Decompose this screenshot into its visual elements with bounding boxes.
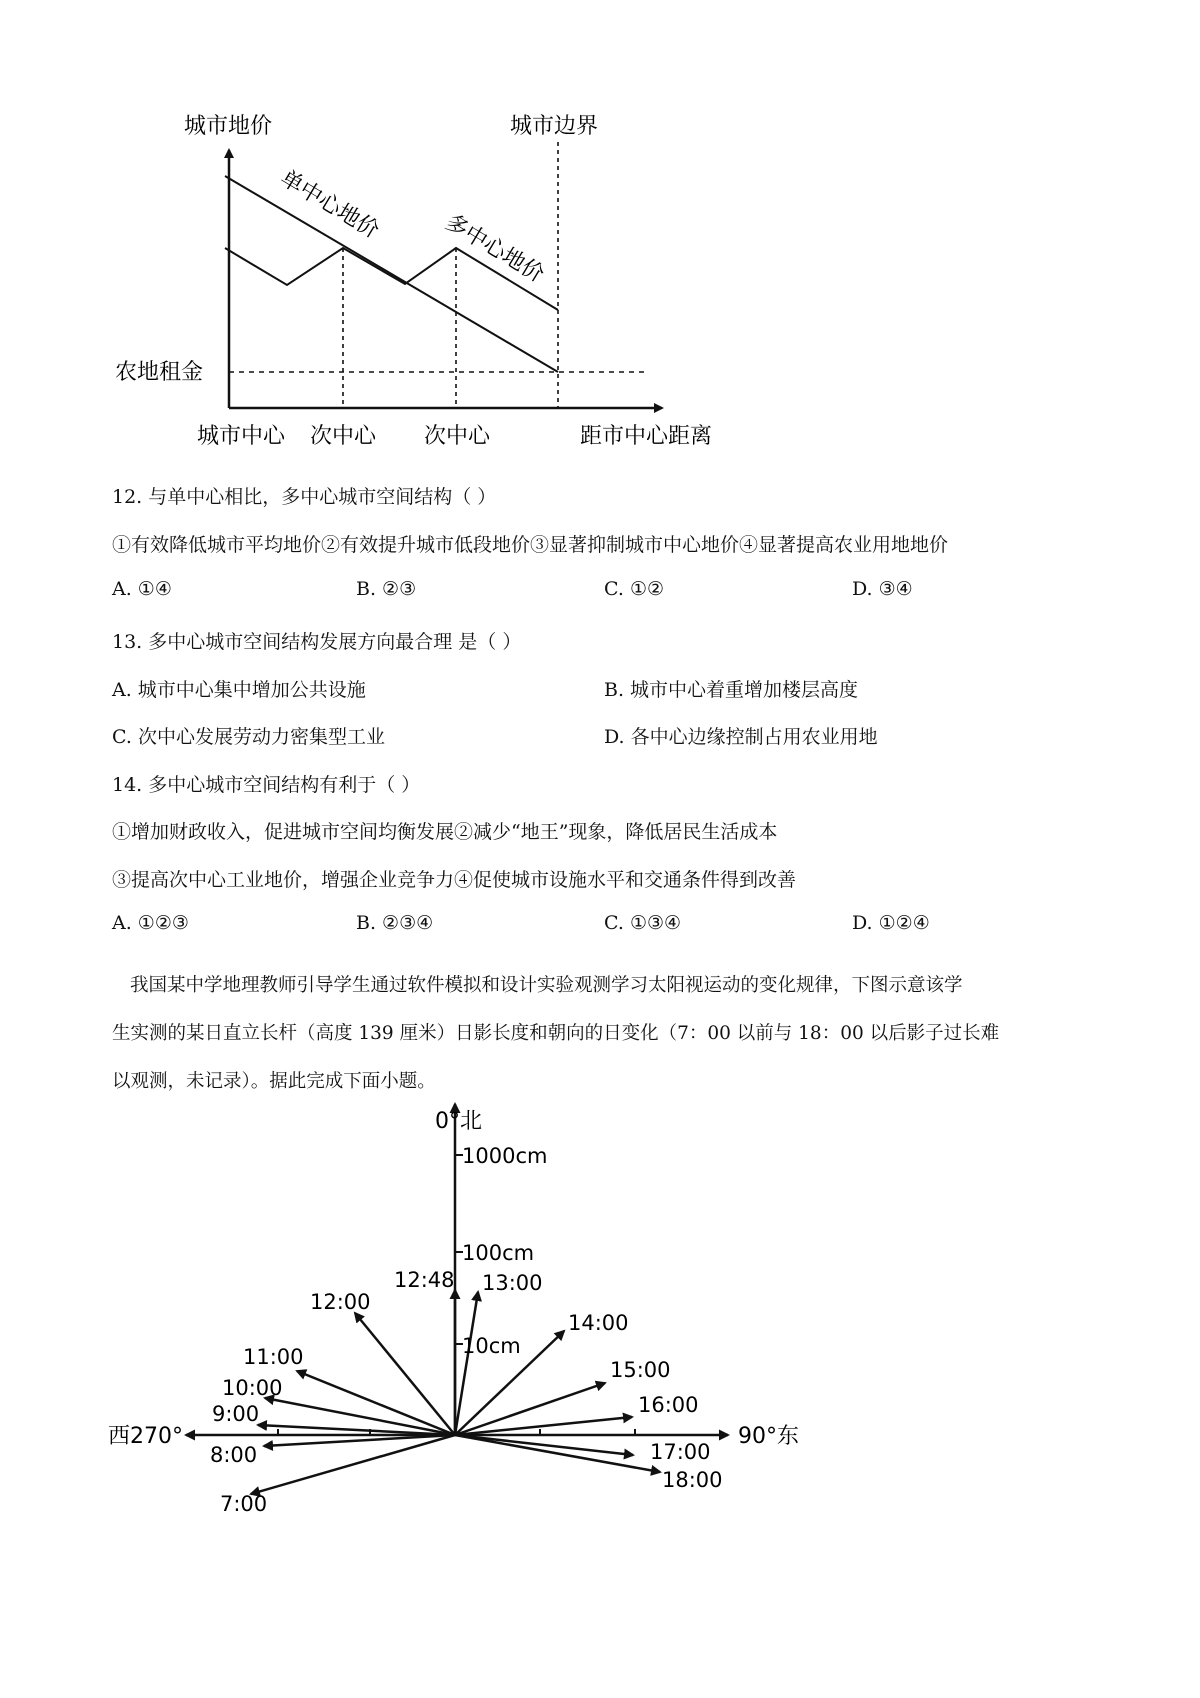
q13-stem: 13. 多中心城市空间结构发展方向最合理 是（ ）: [112, 631, 522, 653]
north-label: 0°北: [435, 1109, 482, 1134]
passage-line-1: 我国某中学地理教师引导学生通过软件模拟和设计实验观测学习太阳视运动的变化规律，下图示意该学: [130, 975, 963, 996]
time-11-00: 11:00: [243, 1345, 304, 1369]
q12-option-d[interactable]: D. ③④: [852, 578, 913, 600]
single-center-price-line: [225, 176, 558, 372]
passage-line-2: 生实测的某日直立长杆（高度 139 厘米）日影长度和朝向的日变化（7：00 以前与 18：00 以后影子过长难: [112, 1023, 1000, 1044]
multi-center-label: 多中心地价: [440, 209, 549, 288]
shadow-12-00: [355, 1313, 455, 1435]
q14-option-d[interactable]: D. ①②④: [852, 912, 930, 934]
x-tick-subcenter-1: 次中心: [310, 424, 377, 449]
farmland-label: 农地租金: [115, 360, 204, 385]
scale-10cm: 10cm: [462, 1334, 521, 1358]
q13-option-c[interactable]: C. 次中心发展劳动力密集型工业: [112, 726, 385, 748]
q13-option-a[interactable]: A. 城市中心集中增加公共设施: [112, 679, 366, 701]
time-12-48: 12:48: [394, 1268, 455, 1292]
y-axis-label: 城市地价: [184, 114, 273, 139]
x-tick-city-center: 城市中心: [197, 424, 286, 449]
q12-option-c[interactable]: C. ①②: [604, 578, 665, 600]
scale-100cm: 100cm: [462, 1241, 535, 1265]
time-12-00: 12:00: [310, 1290, 371, 1314]
time-16-00: 16:00: [638, 1393, 699, 1417]
q14-stem: 14. 多中心城市空间结构有利于（ ）: [112, 774, 421, 796]
scale-1000cm: 1000cm: [462, 1144, 548, 1168]
time-17-00: 17:00: [650, 1440, 711, 1464]
q12-statements: ①有效降低城市平均地价②有效提升城市低段地价③显著抑制城市中心地价④显著提高农业用地地价: [112, 534, 949, 556]
passage-line-3: 以观测，未记录）。据此完成下面小题。: [112, 1071, 436, 1092]
shadow-11-00: [297, 1371, 455, 1435]
q13-option-b[interactable]: B. 城市中心着重增加楼层高度: [604, 679, 859, 701]
q14-option-a[interactable]: A. ①②③: [112, 912, 189, 934]
shadow-diagram: [0, 1090, 1200, 1550]
single-center-label: 单中心地价: [275, 165, 384, 244]
q14-option-b[interactable]: B. ②③④: [356, 912, 434, 934]
x-tick-subcenter-2: 次中心: [424, 424, 491, 449]
boundary-label: 城市边界: [510, 114, 599, 139]
shadow-13-00: [455, 1292, 478, 1435]
passage: [112, 962, 1102, 1106]
q12-option-a[interactable]: A. ①④: [112, 578, 172, 600]
q14-option-c[interactable]: C. ①③④: [604, 912, 682, 934]
land-price-diagram: [0, 0, 1200, 460]
x-axis-label: 距市中心距离: [580, 424, 713, 449]
q14-statement-2: ③提高次中心工业地价，增强企业竞争力④促使城市设施水平和交通条件得到改善: [112, 869, 797, 891]
q14-statement-1: ①增加财政收入，促进城市空间均衡发展②减少“地王”现象，降低居民生活成本: [112, 821, 778, 843]
time-09-00: 9:00: [212, 1402, 260, 1426]
time-18-00: 18:00: [662, 1468, 723, 1492]
time-07-00: 7:00: [220, 1492, 268, 1516]
q12-stem: 12. 与单中心相比，多中心城市空间结构（ ）: [112, 486, 497, 508]
time-10-00: 10:00: [222, 1376, 283, 1400]
time-08-00: 8:00: [210, 1443, 258, 1467]
time-15-00: 15:00: [610, 1358, 671, 1382]
east-label: 90°东: [738, 1424, 799, 1449]
time-14-00: 14:00: [568, 1311, 629, 1335]
q12-option-b[interactable]: B. ②③: [356, 578, 417, 600]
time-13-00: 13:00: [482, 1271, 543, 1295]
west-label: 西270°: [108, 1424, 183, 1449]
q13-option-d[interactable]: D. 各中心边缘控制占用农业用地: [604, 726, 878, 748]
